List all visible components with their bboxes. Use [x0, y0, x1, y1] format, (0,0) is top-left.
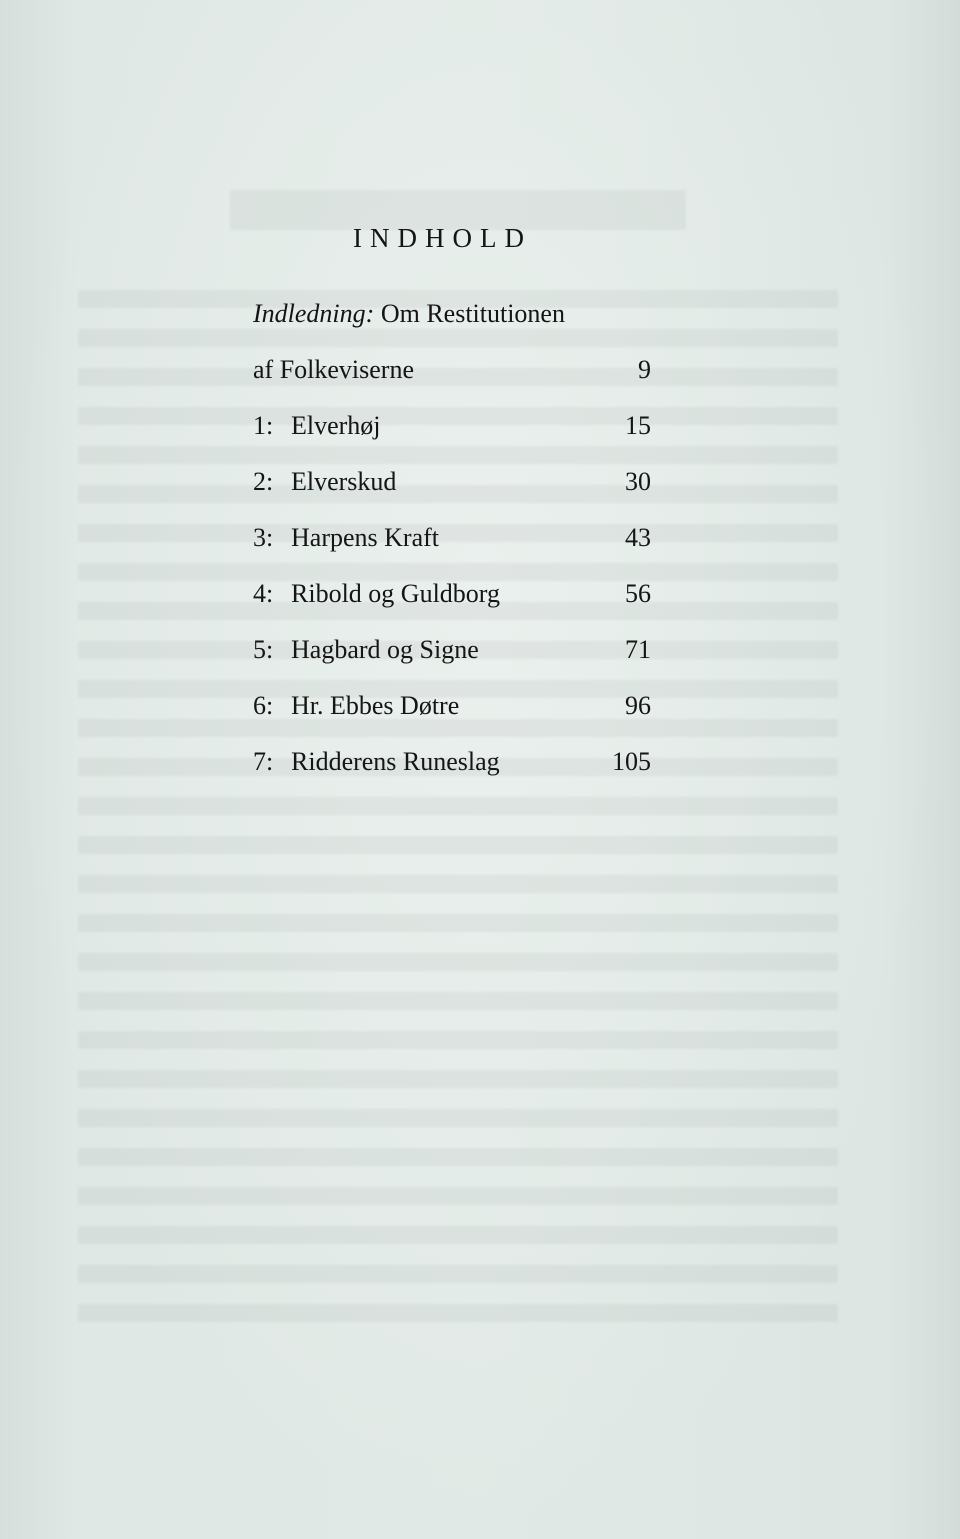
- page-title: INDHOLD: [353, 223, 532, 253]
- entry-page-number: 96: [625, 691, 651, 720]
- intro-page-number: 9: [638, 355, 651, 384]
- entry-title: Elverhøj: [291, 411, 381, 440]
- entry-title: Hagbard og Signe: [291, 635, 479, 664]
- entry-page-number: 43: [625, 523, 651, 552]
- toc-entry: [253, 516, 651, 572]
- entry-number: 1:: [253, 411, 274, 440]
- entry-title: Elverskud: [291, 467, 397, 496]
- entry-page-number: 30: [625, 467, 651, 496]
- entry-number: 2:: [253, 467, 274, 496]
- entry-page-number: 56: [625, 579, 651, 608]
- entry-title: Ribold og Guldborg: [291, 579, 500, 608]
- intro-label: Indledning:: [253, 299, 375, 328]
- toc-entry: [253, 740, 651, 796]
- entry-number: 5:: [253, 635, 274, 664]
- toc-entry: [253, 628, 651, 684]
- entry-number: 7:: [253, 747, 274, 776]
- entry-title: Ridderens Runeslag: [291, 747, 500, 776]
- toc-entry: [253, 684, 651, 740]
- entry-page-number: 105: [612, 747, 651, 776]
- intro-title-line2: af Folkeviserne: [253, 355, 415, 384]
- intro-title-line1: Om Restitutionen: [380, 299, 565, 328]
- table-of-contents: [253, 292, 651, 796]
- toc-entry: [253, 460, 651, 516]
- entry-title: Hr. Ebbes Døtre: [291, 691, 460, 720]
- intro-entry-line2: [253, 348, 651, 404]
- toc-entry: [253, 404, 651, 460]
- intro-entry-line1: [253, 292, 651, 348]
- entry-number: 6:: [253, 691, 274, 720]
- entry-number: 4:: [253, 579, 274, 608]
- toc-entry: [253, 572, 651, 628]
- entry-page-number: 15: [625, 411, 651, 440]
- entry-page-number: 71: [625, 635, 651, 664]
- entry-number: 3:: [253, 523, 274, 552]
- entry-title: Harpens Kraft: [291, 523, 439, 552]
